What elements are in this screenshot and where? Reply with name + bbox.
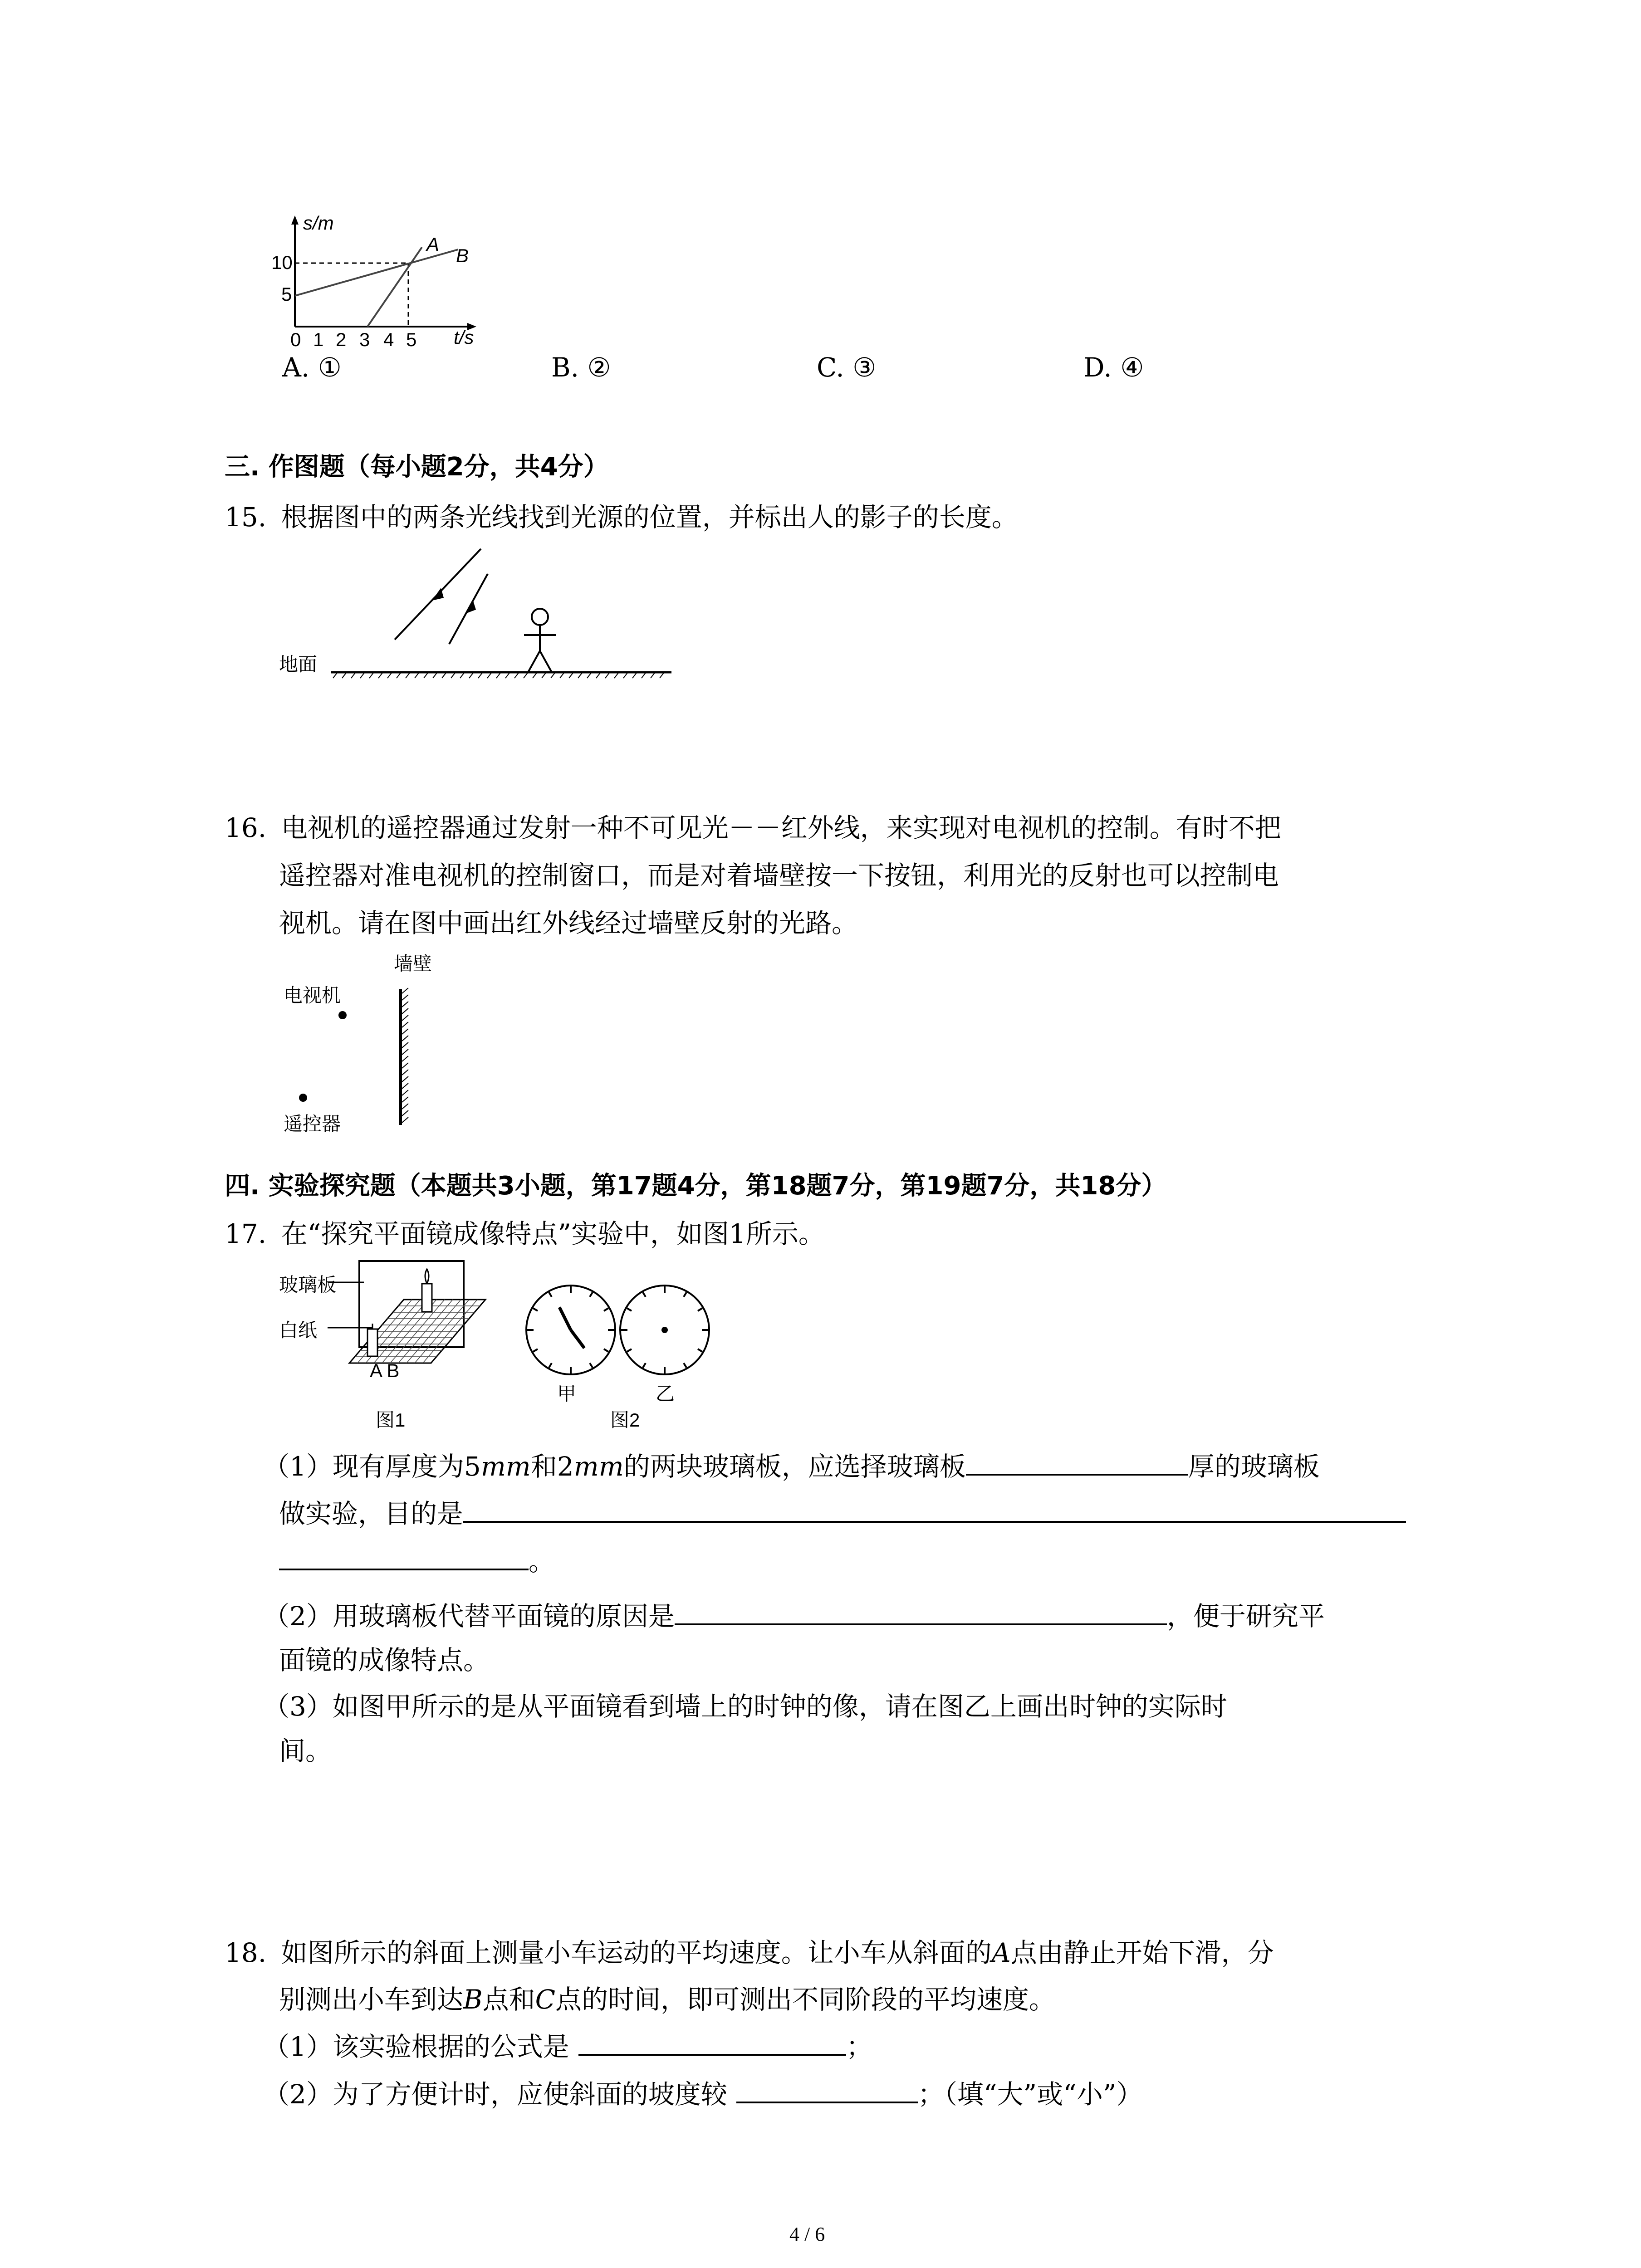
graph-y-tick-10: 10 [271, 252, 293, 273]
q18-line1-text-a: 如图所示的斜面上测量小车运动的平均速度。让小车从斜面的 [281, 1937, 992, 1968]
q17-clock-jia [521, 1280, 621, 1380]
graph-y-tick-5: 5 [281, 284, 292, 305]
q17-p1-text-b: 和2 [530, 1451, 574, 1482]
q15-stem: 根据图中的两条光线找到光源的位置，并标出人的影子的长度。 [281, 502, 1018, 533]
choice-c[interactable] [817, 345, 876, 390]
q17-p1-text-d: 厚的玻璃板 [1188, 1451, 1320, 1482]
graph-x-tick-0: 0 [290, 329, 301, 350]
q18-p1-answer-blank[interactable] [578, 2036, 846, 2056]
q18-line1 [225, 1930, 1274, 1975]
q16-text-line1: 电视机的遥控器通过发射一种不可见光－－红外线，来实现对电视机的控制。有时不把 [281, 812, 1281, 843]
q17-p2-line2: 面镜的成像特点。 [279, 1645, 490, 1676]
graph-x-tick-2: 2 [336, 329, 347, 350]
q16-text-line3: 视机。请在图中画出红外线经过墙壁反射的光路。 [279, 908, 858, 938]
q17-clock-yi [615, 1280, 715, 1380]
graph-x-tick-3: 3 [359, 329, 370, 350]
q18-line2 [279, 1977, 1055, 2022]
q18-p2-answer-blank[interactable] [736, 2083, 918, 2103]
q17-yi-label: 乙 [656, 1383, 675, 1404]
q17-p1-answer-blank3[interactable] [279, 1550, 529, 1570]
q17-p1-unit1: mm [480, 1451, 531, 1482]
choice-d-value: ④ [1120, 352, 1144, 383]
q17-fig1-label: 图1 [376, 1409, 406, 1431]
section3-heading: 三. 作图题（每小题2分，共4分） [225, 452, 609, 482]
choice-c-letter: C. [817, 352, 844, 383]
choice-c-value: ③ [852, 352, 877, 383]
q17-p2-answer-blank[interactable] [675, 1605, 1167, 1625]
q18-line2-text-b: 点和 [482, 1984, 535, 2015]
q17-part1-line1 [263, 1444, 1320, 1489]
graph-line-label-b: B [456, 245, 469, 266]
line-b [295, 249, 458, 296]
q16-line1 [225, 805, 1281, 850]
q15-text [225, 494, 1018, 540]
q17-p1-text-c: 的两块玻璃板，应选择玻璃板 [623, 1451, 966, 1482]
q17-glass-label: 玻璃板 [279, 1274, 337, 1295]
q17-text [225, 1211, 825, 1256]
choice-b[interactable] [551, 345, 611, 390]
q15-ground-label: 地面 [279, 654, 318, 675]
q17-label-leaders [328, 1263, 382, 1336]
choice-a[interactable] [282, 345, 342, 390]
graph-x-label: t/s [454, 327, 474, 348]
q17-p2-text-b: ，便于研究平 [1166, 1601, 1325, 1632]
q16-wall-label: 墙壁 [394, 953, 432, 974]
q15-number: 15. [225, 502, 267, 533]
q17-part2-line1 [263, 1593, 1325, 1639]
graph-x-tick-1: 1 [313, 329, 324, 350]
q18-p1-end: ； [846, 2031, 872, 2062]
q18-p1-text: （1）该实验根据的公式是 [263, 2031, 569, 2062]
page-number: 4 / 6 [789, 2223, 825, 2245]
q17-stem: 在“探究平面镜成像特点”实验中，如图1所示。 [281, 1218, 825, 1249]
q17-paper-label: 白纸 [279, 1320, 318, 1341]
q17-part1-line2 [279, 1491, 1406, 1536]
graph-x-tick-5: 5 [406, 329, 417, 350]
q17-p1-unit2: mm [573, 1451, 624, 1482]
q17-p1-answer-blank1[interactable] [966, 1456, 1188, 1476]
q18-part2 [263, 2072, 1143, 2117]
q17-p1-answer-blank2[interactable] [463, 1503, 1406, 1523]
q18-point-a: A [991, 1937, 1011, 1968]
q16-tv-label: 电视机 [284, 985, 341, 1006]
choice-b-letter: B. [551, 352, 579, 383]
choice-b-value: ② [587, 352, 611, 383]
q16-number: 16. [225, 812, 267, 843]
q18-point-b: B [463, 1984, 483, 2015]
graph-line-label-a: A [426, 234, 440, 255]
q18-part1 [263, 2024, 872, 2069]
q17-jia-label: 甲 [557, 1383, 577, 1404]
line-a [367, 247, 422, 327]
q16-text-line2: 遥控器对准电视机的控制窗口，而是对着墙壁按一下按钮，利用光的反射也可以控制电 [279, 860, 1279, 891]
q18-p2-end: ；（填“大”或“小”） [917, 2079, 1143, 2110]
section4-heading: 四. 实验探究题（本题共3小题，第17题4分，第18题7分，第19题7分，共18分） [225, 1171, 1167, 1201]
q16-remote-label: 遥控器 [284, 1113, 341, 1134]
graph-x-tick-4: 4 [383, 329, 394, 350]
q17-part1-line3 [279, 1539, 555, 1584]
choice-d[interactable] [1083, 345, 1144, 390]
q18-line2-text-a: 别测出小车到达 [279, 1984, 464, 2015]
q15-figure [327, 540, 690, 689]
q18-number: 18. [225, 1937, 267, 1968]
q17-p3-line1: （3）如图甲所示的是从平面镜看到墙上的时钟的像，请在图乙上画出时钟的实际时 [263, 1691, 1227, 1722]
q17-ab-label: A B [370, 1360, 400, 1381]
q17-p1-end: 。 [529, 1546, 555, 1577]
q18-p2-text: （2）为了方便计时，应使斜面的坡度较 [263, 2079, 727, 2110]
q17-p3-line2: 间。 [279, 1735, 332, 1766]
q17-p1-text-a: （1）现有厚度为5 [263, 1451, 481, 1482]
q18-line1-text-b: 点由静止开始下滑，分 [1010, 1937, 1274, 1968]
q17-number: 17. [225, 1218, 267, 1249]
choice-a-value: ① [318, 352, 342, 383]
q18-line2-text-c: 点的时间，即可测出不同阶段的平均速度。 [555, 1984, 1056, 2015]
q17-p2-text-a: （2）用玻璃板代替平面镜的原因是 [263, 1601, 675, 1632]
q18-point-c: C [535, 1984, 556, 2015]
q17-fig2-label: 图2 [610, 1409, 640, 1431]
q17-p1-line2-text: 做实验，目的是 [279, 1498, 464, 1529]
graph-y-label: s/m [303, 212, 334, 234]
choice-d-letter: D. [1083, 352, 1112, 383]
choice-a-letter: A. [282, 352, 310, 383]
